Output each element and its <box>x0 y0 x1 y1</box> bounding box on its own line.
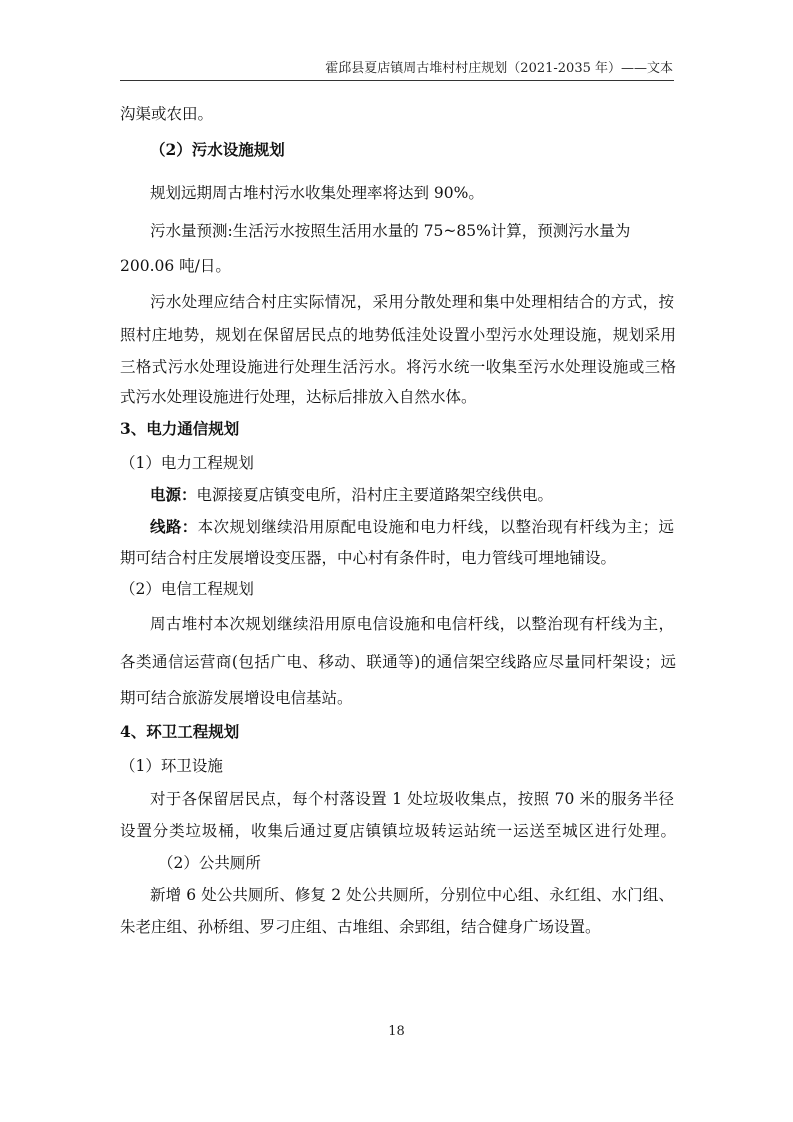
section-heading-power-telecom: 3、电力通信规划 <box>120 419 240 438</box>
paragraph-line: 照村庄地势，规划在保留居民点的地势低洼处设置小型污水处理设施，规划采用 <box>120 326 676 344</box>
paragraph-line: 沟渠或农田。 <box>120 105 214 123</box>
power-line-text: 本次规划继续沿用原配电设施和电力杆线，以整治现有杆线为主；远 <box>197 518 674 536</box>
paragraph-power-line <box>150 516 674 538</box>
paragraph-line: 设置分类垃圾桶，收集后通过夏店镇镇垃圾转运站统一运送至城区进行处理。 <box>120 822 676 840</box>
paragraph-line: 污水量预测:生活污水按照生活用水量的 75~85%计算，预测污水量为 <box>150 222 631 240</box>
paragraph-line: 周古堆村本次规划继续沿用原电信设施和电信杆线，以整治现有杆线为主， <box>150 615 674 633</box>
paragraph-line: 200.06 吨/日。 <box>120 257 231 275</box>
paragraph-line: 各类通信运营商(包括广电、移动、联通等)的通信架空线路应尽量同杆架设；远 <box>120 653 676 671</box>
paragraph-line: 规划远期周古堆村污水收集处理率将达到 90%。 <box>150 184 484 202</box>
page-number: 18 <box>388 1024 405 1039</box>
paragraph-line: 式污水处理设施进行处理，达标后排放入自然水体。 <box>120 388 477 406</box>
header-rule <box>120 80 674 81</box>
power-source-label: 电源： <box>150 485 197 504</box>
paragraph-line: 三格式污水处理设施进行处理生活污水。将污水统一收集至污水处理设施或三格 <box>120 358 676 376</box>
paragraph-line: 期可结合村庄发展增设变压器，中心村有条件时，电力管线可埋地铺设。 <box>120 549 617 567</box>
subsection-heading-telecom: （2）电信工程规划 <box>120 580 254 598</box>
power-line-label: 线路： <box>150 517 198 536</box>
paragraph-line: 新增 6 处公共厕所、修复 2 处公共厕所，分别位中心组、永红组、水门组、 <box>150 886 674 904</box>
subsection-heading-power: （1）电力工程规划 <box>120 454 254 472</box>
subsection-heading-sanitation-facilities: （1）环卫设施 <box>120 757 223 775</box>
paragraph-line: 期可结合旅游发展增设电信基站。 <box>120 689 353 707</box>
paragraph-line: 污水处理应结合村庄实际情况，采用分散处理和集中处理相结合的方式，按 <box>150 293 674 311</box>
section-heading-sanitation: 4、环卫工程规划 <box>120 722 240 741</box>
paragraph-power-source <box>150 484 553 506</box>
paragraph-line: 朱老庄组、孙桥组、罗刁庄组、古堆组、余郢组，结合健身广场设置。 <box>120 918 601 936</box>
power-source-text: 电源接夏店镇变电所，沿村庄主要道路架空线供电。 <box>196 486 554 504</box>
running-header: 霍邱县夏店镇周古堆村村庄规划（2021-2035 年）——文本 <box>325 61 673 76</box>
section-heading-sewage: （2）污水设施规划 <box>150 140 285 159</box>
subsection-heading-public-toilets: （2）公共厕所 <box>158 854 261 872</box>
paragraph-line: 对于各保留居民点，每个村落设置 1 处垃圾收集点，按照 70 米的服务半径 <box>150 790 674 808</box>
